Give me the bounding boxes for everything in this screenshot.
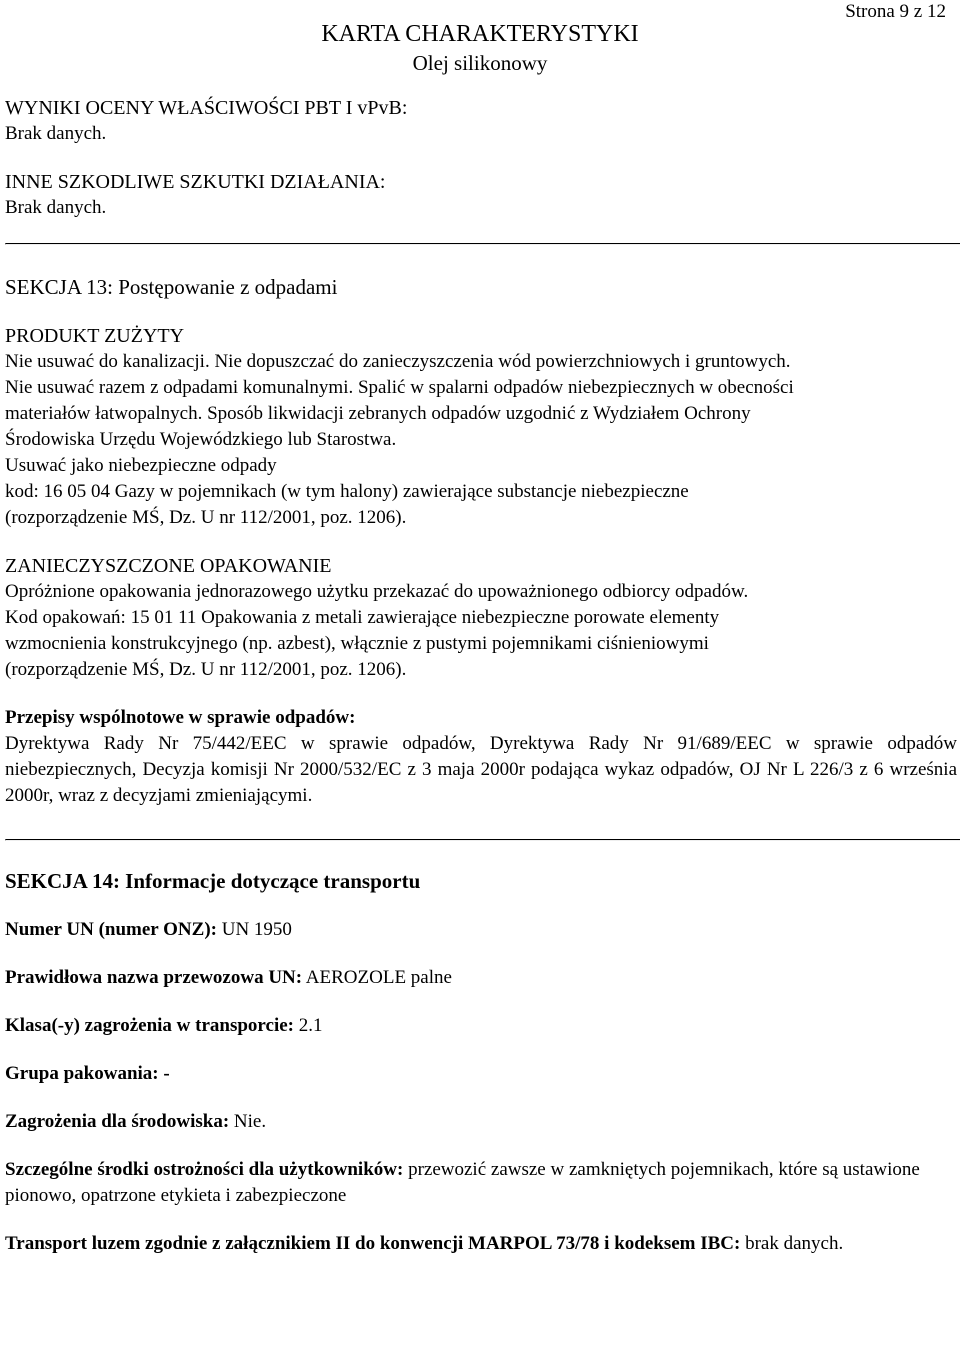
used-product-line: kod: 16 05 04 Gazy w pojemnikach (w tym halony) zawierające substancje niebezpieczne — [5, 481, 689, 502]
un-number-label: Numer UN (numer ONZ): — [5, 919, 217, 940]
section14-heading: SEKCJA 14: Informacje dotyczące transportu — [5, 869, 421, 893]
precautions-value: przewozić zawsze w zamkniętych pojemnikach, które są ustawione pionowo, opatrzone etykieta i zabezpieczone — [5, 1159, 920, 1206]
pbt-heading: WYNIKI OCENY WŁAŚCIWOŚCI PBT I vPvB: — [5, 97, 408, 119]
document-body — [5, 95, 957, 1257]
section13-heading: SEKCJA 13: Postępowanie z odpadami — [5, 275, 338, 299]
used-product-line: Usuwać jako niebezpieczne odpady — [5, 455, 277, 476]
precautions-label: Szczególne środki ostrożności dla użytkowników: — [5, 1159, 404, 1180]
bulk-transport-row — [5, 1231, 957, 1257]
community-text: Dyrektywa Rady Nr 75/442/EEC w sprawie odpadów, Dyrektywa Rady Nr 91/689/EEC w sprawie odpadów niebezpiecznych, Decyzja komisji Nr 2000/532/EC z 3 maja 2000r podająca wykaz odpadów, OJ Nr L 226/3 z 6 września 2000r, wraz z decyzjami zmieniającymi. — [5, 733, 957, 806]
shipping-name-value: AEROZOLE palne — [305, 967, 452, 988]
community-heading: Przepisy wspólnotowe w sprawie odpadów: — [5, 707, 356, 728]
page-number: Strona 9 z 12 — [845, 1, 946, 22]
un-number-row — [5, 917, 957, 943]
packaging-line: (rozporządzenie MŚ, Dz. U nr 112/2001, poz. 1206). — [5, 659, 407, 680]
hazard-class-label: Klasa(-y) zagrożenia w transporcie: — [5, 1015, 294, 1036]
shipping-name-row — [5, 965, 957, 991]
precautions-row — [5, 1157, 957, 1209]
packing-group-value: - — [163, 1063, 170, 1084]
hazard-class-row — [5, 1013, 957, 1039]
packing-group-row — [5, 1061, 957, 1087]
used-product-line: materiałów łatwopalnych. Sposób likwidacji zebranych odpadów uzgodnić z Wydziałem Ochrony — [5, 403, 751, 424]
packaging-heading: ZANIECZYSZCZONE OPAKOWANIE — [5, 555, 332, 577]
used-product-line: Środowiska Urzędu Wojewódzkiego lub Starostwa. — [5, 429, 397, 450]
packing-group-label: Grupa pakowania: — [5, 1063, 159, 1084]
used-product-line: Nie usuwać razem z odpadami komunalnymi. Spalić w spalarni odpadów niebezpiecznych w obecności — [5, 377, 794, 398]
packaging-line: wzmocnienia konstrukcyjnego (np. azbest), włącznie z pustymi pojemnikami ciśnieniowymi — [5, 633, 709, 654]
other-effects-text: Brak danych. — [5, 197, 107, 218]
environment-row — [5, 1109, 957, 1135]
packaging-line: Opróżnione opakowania jednorazowego użytku przekazać do upoważnionego odbiorcy odpadów. — [5, 581, 749, 602]
bulk-transport-label: Transport luzem zgodnie z załącznikiem II do konwencji MARPOL 73/78 i kodeksem IBC: — [5, 1233, 741, 1254]
other-effects-heading: INNE SZKODLIWE SZKUTKI DZIAŁANIA: — [5, 171, 386, 193]
environment-label: Zagrożenia dla środowiska: — [5, 1111, 230, 1132]
un-number-value: UN 1950 — [221, 919, 292, 940]
packaging-line: Kod opakowań: 15 01 11 Opakowania z metali zawierające niebezpieczne porowate elementy — [5, 607, 720, 628]
used-product-line: (rozporządzenie MŚ, Dz. U nr 112/2001, poz. 1206). — [5, 507, 407, 528]
environment-value: Nie. — [233, 1111, 267, 1132]
hazard-class-value: 2.1 — [298, 1015, 323, 1036]
product-name: Olej silikonowy — [412, 51, 548, 75]
used-product-line: Nie usuwać do kanalizacji. Nie dopuszczać do zanieczyszczenia wód powierzchniowych i gruntowych. — [5, 351, 791, 372]
used-product-heading: PRODUKT ZUŻYTY — [5, 325, 185, 347]
bulk-transport-value: brak danych. — [745, 1233, 844, 1254]
document-title: KARTA CHARAKTERYSTYKI — [321, 21, 639, 47]
shipping-name-label: Prawidłowa nazwa przewozowa UN: — [5, 967, 303, 988]
pbt-text: Brak danych. — [5, 123, 107, 144]
